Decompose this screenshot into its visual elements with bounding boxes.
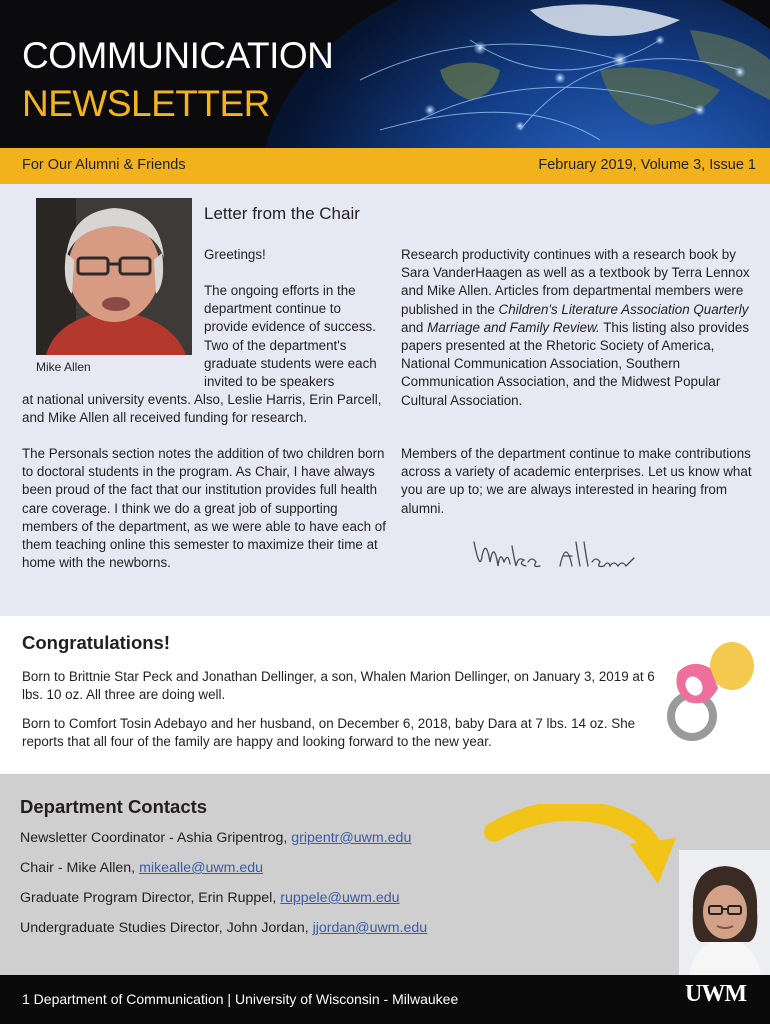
page-footer — [0, 975, 770, 1024]
contacts-heading: Department Contacts — [20, 796, 208, 817]
coordinator-photo — [679, 850, 770, 975]
letter-greeting: Greetings! — [204, 247, 266, 262]
email-link[interactable]: gripentr@uwm.edu — [291, 830, 412, 846]
birth-announcement-2: Born to Comfort Tosin Adebayo and her husband, on December 6, 2018, baby Dara at 7 lbs. 14 oz. She reports that all four of the family are happy and looking forward to the new year. — [22, 716, 636, 750]
chair-photo — [36, 198, 192, 355]
email-link[interactable]: ruppele@uwm.edu — [280, 890, 400, 906]
letter-heading: Letter from the Chair — [204, 204, 360, 223]
curved-arrow-icon — [480, 804, 680, 904]
contact-chair: Chair - Mike Allen, mikealle@uwm.edu — [20, 860, 264, 876]
letter-paragraph-4: Members of the department continue to make contributions across a variety of academic enterprises. Let us know what you are up to; we are always interested in hearing from alumni. — [401, 446, 752, 516]
pacifier-icon — [658, 638, 758, 748]
birth-announcement-1: Born to Brittnie Star Peck and Jonathan Dellinger, a son, Whalen Marion Dellinger, on January 3, 2019 at 6 lbs. 10 oz. All three are doing well. — [22, 669, 655, 703]
letter-section — [0, 184, 770, 616]
chair-photo-caption: Mike Allen — [36, 360, 91, 374]
letter-paragraph-3: Research productivity continues with a research book by Sara VanderHaagen as well as a textbook by Terra Lennox and Mike Allen. Articles from departmental members were published in the Children's Literature Association Quarterly and Marriage and Family Review. This listing also provides papers presented at the Rhetoric Society of America, National Communication Association, Southern Communication Association, and the Midwest Popular Cultural Association. — [401, 247, 750, 408]
email-link[interactable]: jjordan@uwm.edu — [312, 920, 428, 936]
contact-graduate-director: Graduate Program Director, Erin Ruppel, ruppele@uwm.edu — [20, 890, 400, 906]
newsletter-title-line2: NEWSLETTER — [22, 83, 270, 124]
letter-paragraph-1: The ongoing efforts in the department continue to provide evidence of success. Two of the department's graduate students were each invited to be speakers — [204, 283, 377, 390]
letter-paragraph-2: The Personals section notes the addition of two children born to doctoral students in the program. As Chair, I have always been proud of the fact that our institution provides full health care coverage. I think we do a great job of supporting members of the department, as we were able to have each of them teaching online this semester to maximize their time at home with the newborns. — [22, 446, 386, 571]
signature — [468, 532, 668, 580]
contact-newsletter-coordinator: Newsletter Coordinator - Ashia Gripentrog, gripentr@uwm.edu — [20, 830, 412, 846]
letter-paragraph-1-continued: at national university events. Also, Leslie Harris, Erin Parcell, and Mike Allen all received funding for research. — [22, 392, 382, 426]
issue-date: February 2019, Volume 3, Issue 1 — [538, 157, 756, 173]
audience-label: For Our Alumni & Friends — [22, 157, 186, 173]
issue-bar — [0, 148, 770, 184]
uwm-logo: UWM — [685, 981, 746, 1007]
contact-undergraduate-director: Undergraduate Studies Director, John Jordan, jjordan@uwm.edu — [20, 920, 428, 936]
footer-text: 1 Department of Communication | University of Wisconsin - Milwaukee — [22, 991, 459, 1007]
newsletter-title-line1: COMMUNICATION — [22, 35, 334, 76]
congratulations-heading: Congratulations! — [22, 632, 170, 653]
contacts-section — [0, 774, 770, 975]
email-link[interactable]: mikealle@uwm.edu — [139, 860, 264, 876]
newsletter-header — [0, 0, 770, 148]
congratulations-section — [0, 616, 770, 774]
